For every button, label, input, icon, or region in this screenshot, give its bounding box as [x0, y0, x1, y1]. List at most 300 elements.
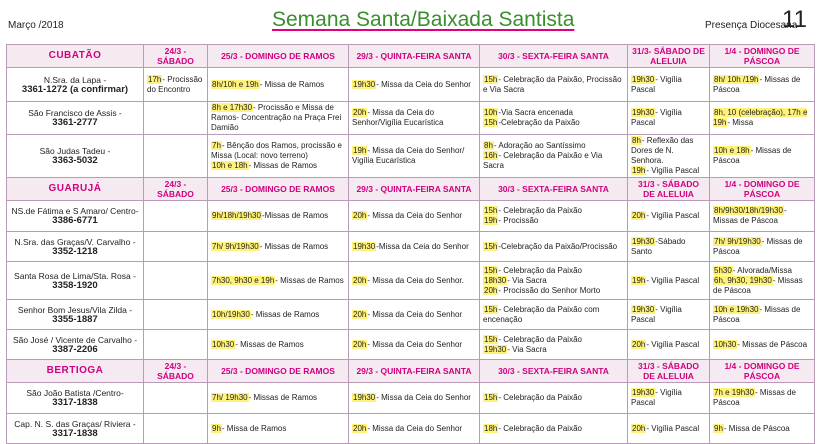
schedule-cell — [349, 262, 480, 300]
schedule-cell — [710, 300, 815, 330]
schedule-entry — [713, 305, 811, 325]
event-time: 18h30 — [484, 275, 507, 285]
day-header: 24/3 - SÁBADO — [144, 178, 208, 201]
schedule-cell — [144, 414, 208, 444]
schedule-entry — [631, 305, 706, 325]
city-header-row — [7, 360, 815, 383]
event-time: 8h — [632, 136, 641, 145]
event-description: - Vigília Pascal — [646, 166, 700, 175]
schedule-entry — [631, 424, 706, 434]
event-time: 10h30 — [212, 339, 235, 349]
schedule-entry — [713, 276, 811, 296]
event-time: 19h30 — [353, 393, 376, 402]
event-time: 8h e 17h30 — [212, 103, 253, 112]
schedule-cell — [710, 262, 815, 300]
schedule-cell — [628, 68, 710, 102]
event-time: 7h — [212, 141, 221, 150]
event-description: - Missa de Ramos — [221, 423, 287, 433]
event-description: - Vigília Pascal — [631, 388, 682, 407]
event-description: - Missas de Ramos — [248, 161, 318, 170]
schedule-entry — [483, 305, 624, 325]
schedule-entry — [713, 266, 811, 276]
event-time: 19h30 — [632, 304, 655, 314]
event-description: - Celebração da Paixão — [498, 334, 582, 344]
event-time: 8h, 10 (celebração), 17h e 19h — [713, 108, 808, 127]
event-time: 10h e 18h — [714, 146, 750, 155]
schedule-cell — [710, 102, 815, 135]
schedule-entry — [483, 75, 624, 95]
event-time: 20h — [484, 285, 498, 295]
parish-row — [7, 232, 815, 262]
schedule-cell — [144, 300, 208, 330]
city-name: CUBATÃO — [7, 45, 144, 68]
parish-name: NS.de Fátima e S Amaro/ Centro- — [11, 206, 139, 216]
event-time: 7h/ 9h/19h30 — [212, 241, 259, 251]
day-header: 25/3 - DOMINGO DE RAMOS — [208, 178, 349, 201]
schedule-entry — [352, 80, 476, 90]
event-description: -Celebração da Paixão/Procissão — [498, 241, 618, 251]
parish-name: Santa Rosa de Lima/Sta. Rosa - — [14, 270, 136, 281]
city-name: GUARUJÁ — [7, 178, 144, 201]
parish-cell — [7, 201, 144, 232]
schedule-cell — [144, 383, 208, 414]
schedule-entry — [352, 276, 476, 286]
schedule-cell — [208, 232, 349, 262]
event-time: 15h — [484, 74, 498, 84]
event-description: - Vigília Pascal — [646, 423, 700, 433]
schedule-cell — [349, 330, 480, 360]
schedule-entry — [211, 103, 345, 133]
event-time: 7h/ 9h/19h30 — [714, 236, 761, 246]
schedule-cell — [349, 68, 480, 102]
schedule-entry — [483, 118, 624, 128]
schedule-cell — [480, 330, 628, 360]
schedule-cell — [208, 68, 349, 102]
parish-name: São João Batista /Centro- — [26, 388, 124, 398]
event-time: 15h — [484, 241, 498, 251]
schedule-entry — [147, 75, 204, 95]
parish-cell — [7, 232, 144, 262]
schedule-entry — [211, 80, 345, 90]
parish-cell — [7, 300, 144, 330]
event-description: - Celebração da Paixão — [498, 423, 582, 433]
event-description: - Missas de Ramos — [250, 309, 320, 319]
event-time: 10h e 19h30 — [714, 304, 759, 314]
schedule-entry — [352, 424, 476, 434]
schedule-cell — [349, 300, 480, 330]
event-description: - Vigília Pascal — [631, 304, 682, 324]
schedule-entry — [631, 136, 706, 166]
schedule-cell — [208, 135, 349, 178]
schedule-entry — [483, 345, 624, 355]
schedule-entry — [352, 393, 476, 403]
schedule-entry — [483, 276, 624, 286]
event-description: - Celebração da Paixão com encenação — [483, 304, 600, 324]
event-description: -Missas de Ramos — [261, 211, 329, 220]
schedule-entry — [483, 151, 624, 171]
city-name: BERTIOGA — [7, 360, 144, 383]
schedule-entry — [211, 393, 345, 403]
event-time: 8h/10h e 19h — [212, 79, 259, 89]
schedule-cell — [208, 201, 349, 232]
schedule-entry — [211, 340, 345, 350]
event-time: 20h — [632, 211, 646, 220]
schedule-cell — [144, 330, 208, 360]
event-description: - Procissão — [498, 216, 539, 225]
schedule-cell — [710, 232, 815, 262]
parish-cell — [7, 414, 144, 444]
parish-row — [7, 414, 815, 444]
schedule-entry — [352, 310, 476, 320]
schedule-cell — [480, 201, 628, 232]
schedule-cell — [349, 232, 480, 262]
schedule-entry — [211, 211, 345, 221]
event-time: 19h30 — [353, 79, 376, 89]
event-time: 9h/18h/19h30 — [212, 211, 261, 220]
event-description: - Alvorada/Missa — [732, 265, 792, 275]
schedule-entry — [631, 340, 706, 350]
parish-row — [7, 330, 815, 360]
event-time: 15h — [484, 265, 498, 275]
event-description: - Vigília Pascal — [646, 275, 700, 285]
schedule-cell — [480, 68, 628, 102]
schedule-entry — [211, 424, 345, 434]
schedule-entry — [713, 206, 811, 226]
schedule-entry — [483, 266, 624, 276]
event-time: 15h — [484, 304, 498, 314]
event-description: - Celebração da Paixão — [498, 265, 582, 275]
schedule-entry — [713, 75, 811, 95]
schedule-entry — [631, 211, 706, 221]
schedule-entry — [483, 108, 624, 118]
event-time: 19h30 — [353, 241, 376, 251]
event-description: - Celebração da Paixão — [498, 206, 582, 215]
parish-row — [7, 102, 815, 135]
event-description: - Vigília Pascal — [646, 211, 700, 220]
event-time: 19h30 — [632, 74, 655, 84]
event-description: - Vigília Pascal — [631, 74, 682, 94]
parish-row — [7, 201, 815, 232]
parish-phone: 3355-1887 — [52, 313, 98, 325]
schedule-entry — [483, 141, 624, 151]
event-description: - Missa da Ceia do Senhor. — [367, 275, 464, 285]
event-time: 6h, 9h30, 19h30 — [714, 275, 772, 285]
parish-cell — [7, 330, 144, 360]
schedule-cell — [144, 232, 208, 262]
issue-date: Março /2018 — [8, 20, 64, 31]
schedule-entry — [483, 206, 624, 216]
parish-phone: 3386-6771 — [52, 215, 98, 226]
event-time: 15h — [484, 393, 498, 402]
schedule-entry — [483, 216, 624, 226]
event-description: - Celebração da Paixão, Procissão e Via Sacra — [483, 74, 622, 94]
day-header: 24/3 - SÁBADO — [144, 45, 208, 68]
event-time: 8h/9h30/18h/19h30 — [714, 206, 783, 215]
event-time: 15h — [484, 206, 498, 215]
schedule-entry — [211, 242, 345, 252]
event-time: 8h — [484, 141, 493, 150]
event-description: - Missas de Páscoa — [713, 388, 796, 407]
event-description: - Missas de Páscoa — [713, 236, 803, 256]
event-description: -Missa da Ceia do Senhor — [376, 241, 469, 251]
parish-phone: 3352-1218 — [52, 245, 98, 257]
schedule-cell — [628, 201, 710, 232]
schedule-cell — [144, 201, 208, 232]
schedule-cell — [480, 262, 628, 300]
event-description: - Missas de Ramos — [259, 241, 329, 251]
day-header: 30/3 - SEXTA-FEIRA SANTA — [480, 45, 628, 68]
schedule-cell — [349, 383, 480, 414]
event-time: 15h — [484, 334, 498, 344]
page-number: 11 — [782, 6, 807, 33]
event-description: - Via Sacra — [507, 275, 547, 285]
schedule-cell — [349, 135, 480, 178]
city-header-row — [7, 178, 815, 201]
event-time: 19h — [484, 216, 498, 225]
event-description: - Procissão e Missa de Ramos- Concentração na Praça Frei Damião — [211, 103, 342, 132]
schedule-cell — [144, 102, 208, 135]
event-description: - Missa da Ceia do Senhor — [367, 423, 463, 433]
event-description: - Missas de Páscoa — [713, 74, 801, 94]
schedule-cell — [144, 135, 208, 178]
schedule-cell — [208, 262, 349, 300]
schedule-cell — [144, 262, 208, 300]
event-time: 20h — [353, 275, 367, 285]
schedule-entry — [713, 424, 811, 434]
event-time: 19h — [632, 275, 646, 285]
event-description: - Missas de Ramos — [248, 393, 318, 402]
event-time: 7h30, 9h30 e 19h — [212, 275, 275, 285]
event-time: 5h30 — [714, 265, 732, 275]
event-description: - Missa de Ramos — [259, 79, 325, 89]
schedule-entry — [631, 237, 706, 257]
day-header: 25/3 - DOMINGO DE RAMOS — [208, 360, 349, 383]
schedule-cell — [208, 300, 349, 330]
schedule-cell — [349, 201, 480, 232]
schedule-entry — [713, 388, 811, 408]
schedule-entry — [713, 237, 811, 257]
parish-cell — [7, 68, 144, 102]
event-description: - Missas de Páscoa — [737, 339, 808, 349]
event-time: 19h30 — [484, 344, 507, 354]
parish-name: Senhor Bom Jesus/Vila Zilda - — [17, 304, 133, 315]
event-time: 16h — [484, 151, 498, 160]
event-time: 20h — [632, 423, 646, 433]
parish-phone: 3317-1838 — [52, 427, 98, 439]
event-description: - Missa da Ceia do Senhor/Vigília Eucarística — [352, 108, 444, 127]
schedule-cell — [710, 201, 815, 232]
schedule-cell — [480, 135, 628, 178]
parish-phone: 3361-2777 — [52, 117, 98, 128]
schedule-cell — [480, 383, 628, 414]
day-header: 31/3 - SÁBADO DE ALELUIA — [628, 178, 710, 201]
event-time: 9h — [212, 423, 221, 433]
event-description: - Procissão do Senhor Morto — [498, 285, 601, 295]
parish-row — [7, 135, 815, 178]
day-header: 29/3 - QUINTA-FEIRA SANTA — [349, 45, 480, 68]
event-time: 20h — [353, 108, 367, 117]
event-time: 19h30 — [632, 236, 655, 246]
schedule-entry — [483, 335, 624, 345]
parish-phone: 3317-1838 — [52, 397, 98, 408]
schedule-cell — [710, 135, 815, 178]
event-description: - Missa da Ceia do Senhor — [376, 79, 471, 89]
schedule-entry — [211, 141, 345, 161]
event-description: - Missas de Ramos — [275, 275, 344, 285]
schedule-cell — [710, 383, 815, 414]
schedule-cell — [480, 102, 628, 135]
event-time: 18h — [484, 423, 498, 433]
event-time: 10h e 18h — [212, 161, 248, 170]
event-description: - Missa da Ceia do Senhor — [367, 309, 463, 319]
schedule-entry — [631, 166, 706, 176]
day-header: 30/3 - SEXTA-FEIRA SANTA — [480, 360, 628, 383]
schedule-entry — [631, 75, 706, 95]
schedule-cell — [710, 330, 815, 360]
schedule-cell — [628, 414, 710, 444]
event-description: - Missa da Ceia do Senhor — [376, 393, 471, 402]
event-description: - Vigília Pascal — [631, 108, 682, 127]
event-description: - Missa da Ceia do Senhor — [367, 339, 463, 349]
event-time: 10h/19h30 — [212, 309, 250, 319]
schedule-entry — [631, 388, 706, 408]
schedule-entry — [352, 211, 476, 221]
event-time: 10h30 — [714, 339, 737, 349]
event-time: 20h — [353, 423, 367, 433]
parish-phone: 3361-1272 (a confirmar) — [21, 83, 129, 95]
event-time: 19h30 — [632, 388, 655, 397]
schedule-table — [6, 44, 815, 444]
schedule-cell — [628, 330, 710, 360]
schedule-cell — [480, 414, 628, 444]
schedule-cell — [144, 68, 208, 102]
event-time: 20h — [353, 339, 367, 349]
event-description: - Reflexão das Dores de N. Senhora. — [631, 136, 694, 165]
schedule-entry — [713, 340, 811, 350]
event-description: - Adoração ao Santíssimo — [493, 141, 586, 150]
schedule-cell — [628, 102, 710, 135]
day-header: 25/3 - DOMINGO DE RAMOS — [208, 45, 349, 68]
event-time: 7h e 19h30 — [714, 388, 755, 397]
event-description: -Via Sacra encenada — [498, 108, 573, 117]
page-header — [0, 0, 825, 38]
event-time: 15h — [484, 118, 498, 127]
schedule-entry — [631, 276, 706, 286]
day-header: 29/3 - QUINTA-FEIRA SANTA — [349, 360, 480, 383]
day-header: 1/4 - DOMINGO DE PÁSCOA — [710, 178, 815, 201]
event-time: 19h — [353, 146, 367, 155]
schedule-entry — [352, 146, 476, 166]
event-description: - Missas de Páscoa — [713, 275, 803, 295]
event-time: 19h30 — [632, 108, 655, 117]
parish-row — [7, 383, 815, 414]
day-header: 24/3 - SÁBADO — [144, 360, 208, 383]
schedule-cell — [208, 383, 349, 414]
event-description: - Vigília Pascal — [646, 339, 700, 349]
schedule-entry — [483, 393, 624, 403]
schedule-entry — [211, 161, 345, 171]
schedule-cell — [208, 414, 349, 444]
event-description: - Bênção dos Ramos, procissão e Missa (Local: novo terreno) — [211, 141, 342, 160]
schedule-cell — [349, 414, 480, 444]
parish-name: São Judas Tadeu - — [39, 146, 111, 156]
schedule-cell — [628, 383, 710, 414]
parish-cell — [7, 262, 144, 300]
schedule-cell — [710, 68, 815, 102]
parish-name: São José / Vicente de Carvalho - — [12, 334, 138, 345]
event-time: 8h/ 10h /19h — [714, 74, 759, 84]
event-time: 19h — [632, 166, 646, 175]
event-time: 20h — [353, 211, 367, 220]
event-description: -Celebração da Paixão — [498, 118, 580, 127]
parish-phone: 3358-1920 — [52, 279, 98, 291]
parish-row — [7, 262, 815, 300]
parish-name: São Francisco de Assis - — [28, 108, 122, 118]
day-header: 1/4 - DOMINGO DE PÁSCOA — [710, 360, 815, 383]
day-header: 30/3 - SEXTA-FEIRA SANTA — [480, 178, 628, 201]
parish-phone: 3363-5032 — [52, 155, 98, 166]
schedule-entry — [483, 286, 624, 296]
event-description: - Missas de Páscoa — [713, 146, 792, 165]
parish-name: Cap. N. S. das Graças/ Riviera - — [14, 418, 136, 429]
schedule-entry — [352, 340, 476, 350]
event-description: - Celebração da Paixão — [498, 393, 582, 402]
event-description: - Missa da Ceia do Senhor — [367, 211, 463, 220]
schedule-entry — [713, 146, 811, 166]
city-header-row — [7, 45, 815, 68]
schedule-cell — [480, 232, 628, 262]
day-header: 31/3- SÁBADO DE ALELUIA — [628, 45, 710, 68]
parish-cell — [7, 383, 144, 414]
schedule-entry — [483, 242, 624, 252]
event-time: 20h — [632, 339, 646, 349]
schedule-cell — [628, 300, 710, 330]
schedule-cell — [628, 232, 710, 262]
schedule-cell — [208, 330, 349, 360]
event-description: - Missas de Páscoa — [713, 304, 801, 324]
event-description: - Missas de Ramos — [235, 339, 304, 349]
day-header: 29/3 - QUINTA-FEIRA SANTA — [349, 178, 480, 201]
parish-row — [7, 68, 815, 102]
event-description: - Procissão do Encontro — [147, 74, 203, 94]
event-description: -Missas de Páscoa — [713, 206, 787, 225]
parish-phone: 3387-2206 — [52, 343, 98, 355]
parish-name: N.Sra. da Lapa - — [43, 74, 107, 85]
event-description: - Celebração da Paixão e Via Sacra — [483, 151, 603, 170]
schedule-cell — [710, 414, 815, 444]
publication-name: Presença Diocesana — [705, 20, 798, 31]
parish-row — [7, 300, 815, 330]
schedule-cell — [480, 300, 628, 330]
schedule-entry — [352, 242, 476, 252]
schedule-entry — [211, 276, 345, 286]
schedule-cell — [349, 102, 480, 135]
event-description: - Via Sacra — [507, 344, 547, 354]
schedule-entry — [352, 108, 476, 128]
schedule-cell — [208, 102, 349, 135]
schedule-cell — [628, 262, 710, 300]
event-time: 10h — [484, 108, 498, 117]
event-description: - Missa da Ceia do Senhor/ Vigília Eucarística — [352, 146, 465, 165]
schedule-entry — [211, 310, 345, 320]
day-header: 1/4 - DOMINGO DE PÁSCOA — [710, 45, 815, 68]
event-time: 17h — [148, 74, 162, 84]
day-header: 31/3 - SÁBADO DE ALELUIA — [628, 360, 710, 383]
schedule-entry — [631, 108, 706, 128]
parish-name: N.Sra. das Graças/V. Carvalho - — [14, 236, 136, 247]
event-description: - Missa de Páscoa — [723, 423, 790, 433]
event-time: 9h — [714, 423, 723, 433]
